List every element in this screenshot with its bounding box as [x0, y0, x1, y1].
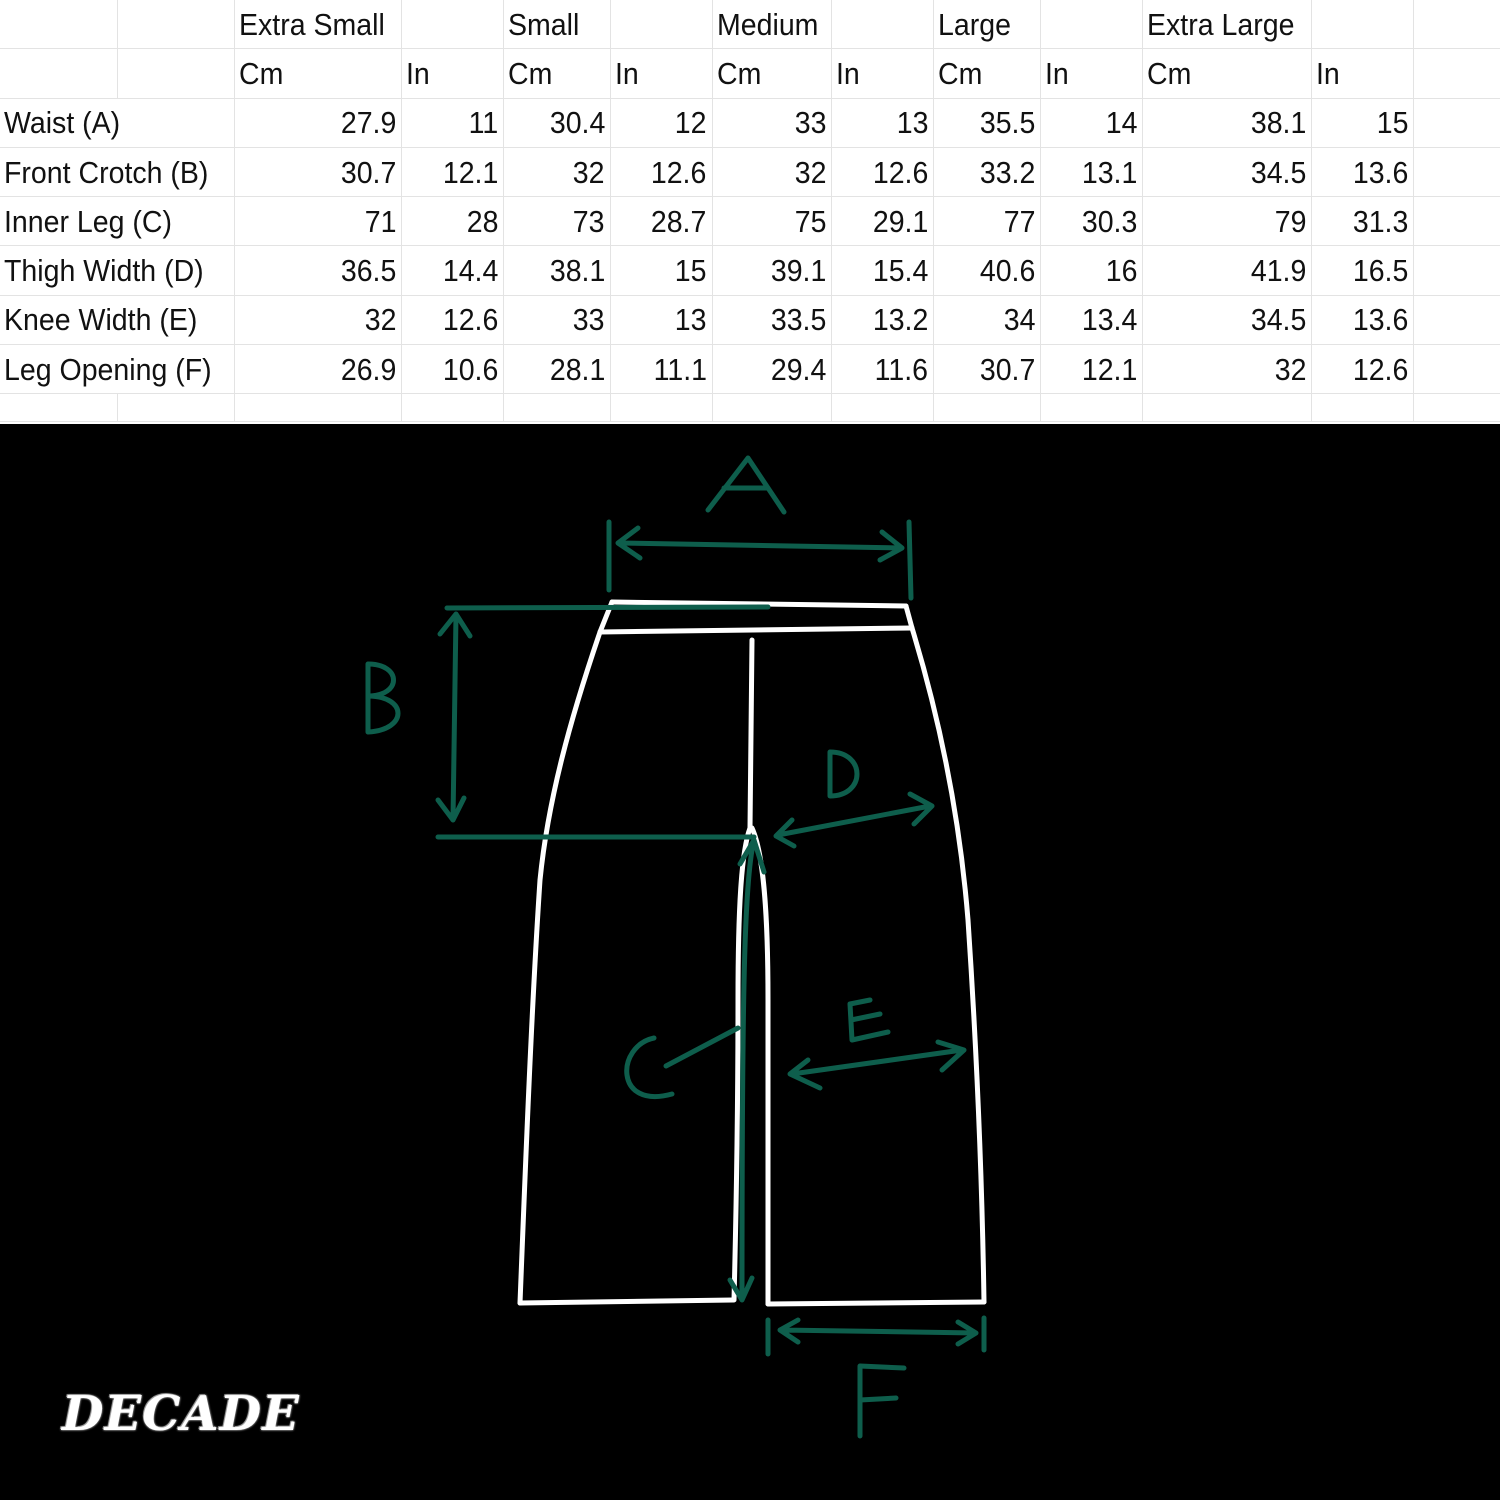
- unit-header-row: [0, 49, 1500, 98]
- table-cell: 12.1: [402, 147, 504, 196]
- empty-cell: [1312, 394, 1414, 422]
- size-header-large: Large: [934, 0, 1041, 49]
- table-cell: 33: [712, 98, 831, 147]
- letter-f-glyph: [860, 1366, 904, 1436]
- table-cell: 11.1: [610, 345, 712, 394]
- table-cell: 14: [1041, 98, 1143, 147]
- table-cell: 35.5: [934, 98, 1041, 147]
- measurement-label: Inner Leg (C): [0, 197, 234, 246]
- table-cell: 38.1: [504, 246, 611, 295]
- table-cell: 13: [832, 98, 934, 147]
- letter-d-glyph: [830, 752, 857, 796]
- unit-cm: Cm: [712, 49, 831, 98]
- unit-in: In: [610, 49, 712, 98]
- table-cell: 28: [402, 197, 504, 246]
- size-header-small: Small: [504, 0, 611, 49]
- table-cell: 12.1: [1041, 345, 1143, 394]
- table-row: [0, 197, 1500, 246]
- table-cell: 28.7: [610, 197, 712, 246]
- table-cell: 31.3: [1312, 197, 1414, 246]
- table-cell: 12.6: [402, 295, 504, 344]
- table-cell: 32: [234, 295, 401, 344]
- table-cell: 29.4: [712, 345, 831, 394]
- empty-cell: [1414, 394, 1500, 422]
- table-cell: 75: [712, 197, 831, 246]
- unit-in: In: [1312, 49, 1414, 98]
- label-c: [640, 1069, 641, 1071]
- empty-cell: [610, 0, 712, 49]
- table-cell: 32: [1143, 345, 1312, 394]
- table-cell: 26.9: [234, 345, 401, 394]
- table-cell: 13.6: [1312, 147, 1414, 196]
- empty-cell: [1414, 49, 1500, 98]
- table-cell: 12.6: [1312, 345, 1414, 394]
- table-cell: 30.3: [1041, 197, 1143, 246]
- unit-in: In: [402, 49, 504, 98]
- guide-b-top: [447, 607, 768, 608]
- table-cell: 14.4: [402, 246, 504, 295]
- table-cell: 34: [934, 295, 1041, 344]
- table-cell: 13: [610, 295, 712, 344]
- measurement-label: Front Crotch (B): [0, 147, 234, 196]
- table-cell: 77: [934, 197, 1041, 246]
- table-cell: 13.4: [1041, 295, 1143, 344]
- table-row: [0, 345, 1500, 394]
- table-cell: 13.6: [1312, 295, 1414, 344]
- table-cell: 16.5: [1312, 246, 1414, 295]
- arrow-b-shaft: [438, 614, 470, 820]
- corner-cell: [0, 0, 117, 49]
- left-outseam-line: [520, 632, 600, 1303]
- table-cell: 30.7: [934, 345, 1041, 394]
- size-header-extra-large: Extra Large: [1143, 0, 1312, 49]
- right-inseam-line: [752, 828, 768, 1304]
- empty-cell: [0, 394, 117, 422]
- size-table: [0, 0, 1500, 422]
- unit-in: In: [832, 49, 934, 98]
- table-cell: 34.5: [1143, 147, 1312, 196]
- table-cell: 36.5: [234, 246, 401, 295]
- empty-cell: [1414, 197, 1500, 246]
- label-d: [840, 774, 841, 776]
- arrow-e-shaft: [790, 1042, 964, 1088]
- table-cell: 79: [1143, 197, 1312, 246]
- trouser-outline: [520, 602, 984, 1304]
- table-cell: 15: [1312, 98, 1414, 147]
- table-cell: 16: [1041, 246, 1143, 295]
- table-row: [0, 246, 1500, 295]
- label-a: [748, 468, 749, 471]
- empty-cell: [1312, 0, 1414, 49]
- table-cell: 33.5: [712, 295, 831, 344]
- brand-logo: DECADE: [62, 1386, 300, 1442]
- size-header-medium: Medium: [712, 0, 831, 49]
- table-cell: 32: [712, 147, 831, 196]
- table-cell: 32: [504, 147, 611, 196]
- empty-cell: [1414, 246, 1500, 295]
- measurement-label: Knee Width (E): [0, 295, 234, 344]
- table-cell: 73: [504, 197, 611, 246]
- empty-cell: [1143, 394, 1312, 422]
- empty-cell: [1414, 147, 1500, 196]
- table-cell: 34.5: [1143, 295, 1312, 344]
- size-header-row: [0, 0, 1500, 49]
- arrow-f-shaft: [780, 1320, 976, 1344]
- empty-cell: [504, 394, 611, 422]
- table-cell: 30.7: [234, 147, 401, 196]
- table-cell: 33: [504, 295, 611, 344]
- empty-cell: [234, 394, 401, 422]
- table-cell: 41.9: [1143, 246, 1312, 295]
- measurement-label: Waist (A): [0, 98, 234, 147]
- empty-cell: [402, 394, 504, 422]
- table-row: [0, 295, 1500, 344]
- size-header-extra-small: Extra Small: [234, 0, 401, 49]
- empty-cell: [934, 394, 1041, 422]
- empty-cell: [1414, 295, 1500, 344]
- table-cell: 12.6: [832, 147, 934, 196]
- table-cell: 33.2: [934, 147, 1041, 196]
- arrow-d-shaft: [776, 794, 932, 846]
- corner-cell: [117, 0, 234, 49]
- empty-cell: [832, 394, 934, 422]
- table-cell: 38.1: [1143, 98, 1312, 147]
- table-cell: 10.6: [402, 345, 504, 394]
- table-cell: 15: [610, 246, 712, 295]
- letter-b-glyph: [368, 664, 398, 732]
- empty-cell: [1414, 345, 1500, 394]
- empty-cell: [402, 0, 504, 49]
- letter-e-glyph: [850, 1000, 888, 1040]
- empty-cell: [1414, 0, 1500, 49]
- corner-cell: [117, 49, 234, 98]
- arrow-a-shaft: [618, 528, 902, 560]
- table-cell: 12.6: [610, 147, 712, 196]
- size-chart-sheet: [0, 0, 1500, 424]
- right-hem-line: [768, 1302, 984, 1304]
- empty-cell: [1414, 98, 1500, 147]
- empty-cell: [1041, 394, 1143, 422]
- unit-cm: Cm: [934, 49, 1041, 98]
- table-cell: 29.1: [832, 197, 934, 246]
- waistband-right-edge: [906, 606, 912, 628]
- corner-cell: [0, 49, 117, 98]
- table-cell: 28.1: [504, 345, 611, 394]
- empty-cell: [1041, 0, 1143, 49]
- measurement-label: Leg Opening (F): [0, 345, 234, 394]
- unit-in: In: [1041, 49, 1143, 98]
- table-cell: 40.6: [934, 246, 1041, 295]
- waistband-bottom-line: [600, 628, 912, 632]
- table-cell: 71: [234, 197, 401, 246]
- table-cell: 11: [402, 98, 504, 147]
- unit-cm: Cm: [504, 49, 611, 98]
- unit-cm: Cm: [234, 49, 401, 98]
- empty-cell: [712, 394, 831, 422]
- table-cell: 11.6: [832, 345, 934, 394]
- table-cell: 13.2: [832, 295, 934, 344]
- table-cell: 27.9: [234, 98, 401, 147]
- arrow-a-right-tick: [909, 522, 911, 598]
- table-cell: 12: [610, 98, 712, 147]
- unit-cm: Cm: [1143, 49, 1312, 98]
- table-row: [0, 147, 1500, 196]
- table-cell: 13.1: [1041, 147, 1143, 196]
- table-cell: 39.1: [712, 246, 831, 295]
- table-row: [0, 98, 1500, 147]
- table-cell: 30.4: [504, 98, 611, 147]
- trouser-measurement-diagram: [0, 424, 1500, 1500]
- empty-cell: [610, 394, 712, 422]
- letter-a-glyph: [708, 458, 784, 512]
- right-outseam-line: [912, 628, 984, 1302]
- empty-row: [0, 394, 1500, 422]
- left-hem-line: [520, 1300, 733, 1303]
- empty-cell: [117, 394, 234, 422]
- table-cell: 15.4: [832, 246, 934, 295]
- measurement-label: Thigh Width (D): [0, 246, 234, 295]
- empty-cell: [832, 0, 934, 49]
- leader-c: [666, 1028, 738, 1066]
